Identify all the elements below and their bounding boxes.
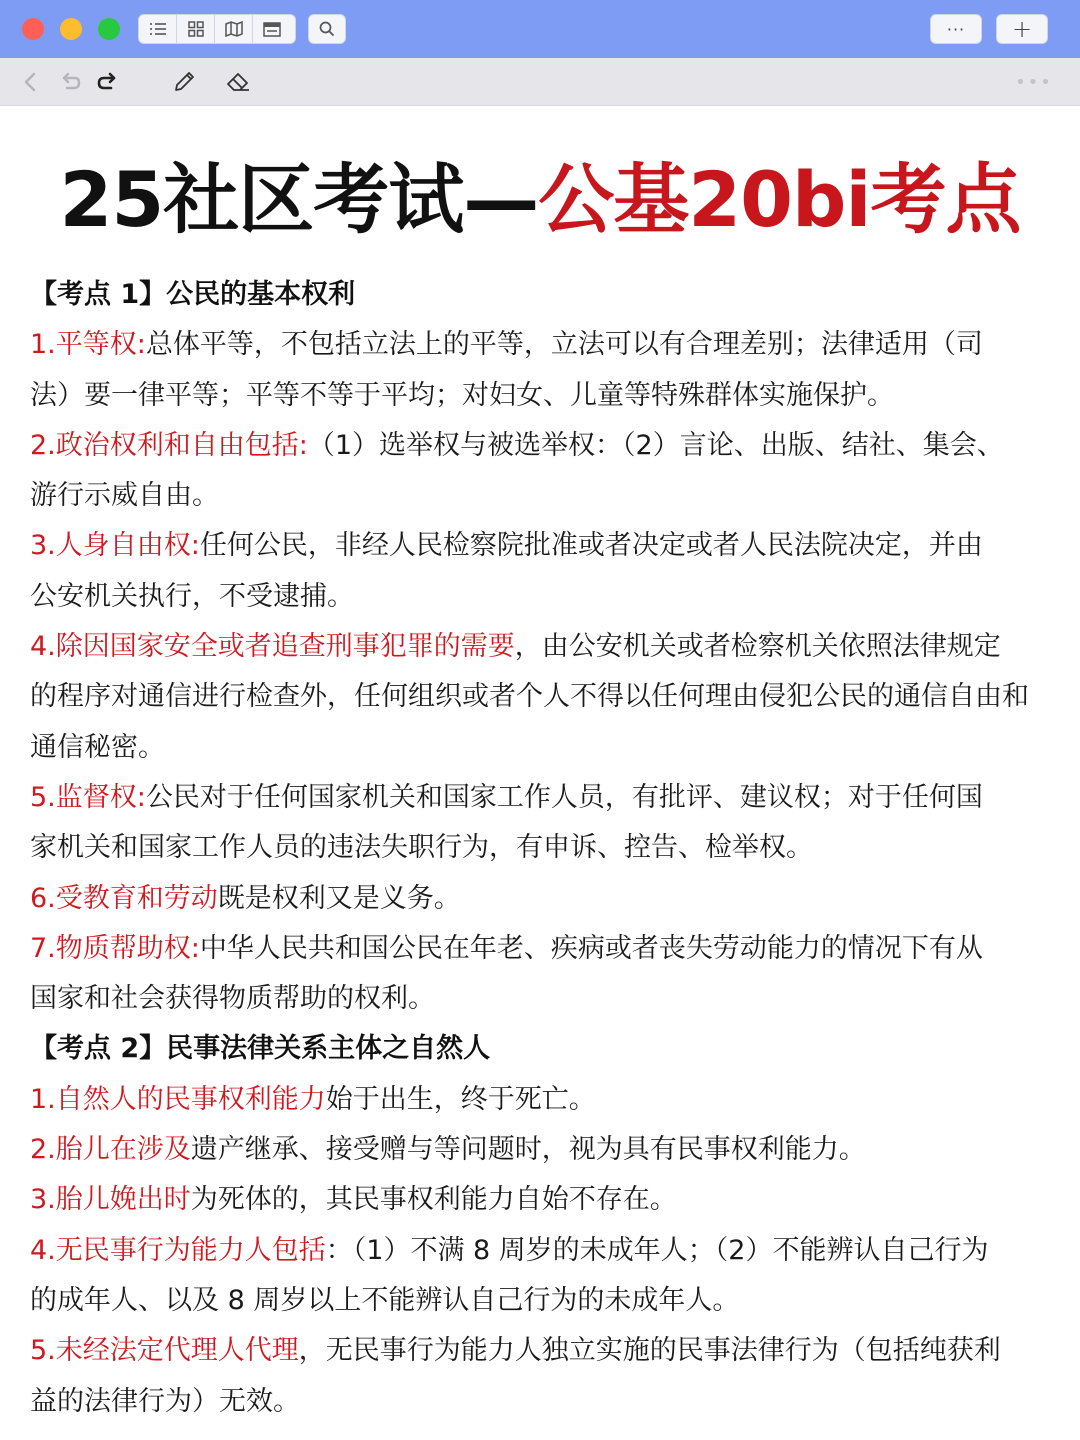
more-options-button[interactable]: ··· xyxy=(930,14,982,44)
map-icon xyxy=(225,21,243,37)
list-item-continuation: 游行示威自由。 xyxy=(30,480,219,512)
list-item: 1.自然人的民事权利能力始于出生，终于死亡。 xyxy=(30,1083,596,1115)
list-view-button[interactable] xyxy=(139,15,177,43)
list-item: 5.监督权:公民对于任何国家机关和国家工作人员，有批评、建议权；对于任何国 xyxy=(30,781,983,813)
list-item-continuation: 法）要一律平等；平等不等于平均；对妇女、儿童等特殊群体实施保护。 xyxy=(30,379,894,411)
list-item: 3.人身自由权:任何公民，非经人民检察院批准或者决定或者人民法院决定，并由 xyxy=(30,530,983,562)
list-icon xyxy=(149,22,167,36)
pencil-tool-button[interactable] xyxy=(170,68,198,96)
search-button[interactable] xyxy=(308,14,346,44)
list-item-continuation: 通信秘密。 xyxy=(30,731,165,763)
search-icon xyxy=(319,21,335,37)
list-item: 2.政治权利和自由包括:（1）选举权与被选举权：（2）言论、出版、结社、集会、 xyxy=(30,429,1004,461)
grid-view-button[interactable] xyxy=(177,15,215,43)
list-item: 2.胎儿在涉及遗产继承、接受赠与等问题时，视为具有民事权利能力。 xyxy=(30,1134,866,1166)
list-item-continuation: 国家和社会获得物质帮助的权利。 xyxy=(30,983,435,1015)
title-highlight: 公基20bi考点 xyxy=(538,155,1021,244)
list-item: 6.受教育和劳动既是权利又是义务。 xyxy=(30,882,461,914)
list-item: 4.除因国家安全或者追查刑事犯罪的需要，由公安机关或者检察机关依照法律规定 xyxy=(30,631,1001,663)
minimize-window-button[interactable] xyxy=(60,18,82,40)
undo-icon xyxy=(59,72,81,92)
list-item: 4.无民事行为能力人包括：（1）不满 8 周岁的未成年人；（2）不能辨认自己行为 xyxy=(30,1234,989,1266)
page-title xyxy=(0,152,1080,248)
list-item: 5.未经法定代理人代理，无民事行为能力人独立实施的民事法律行为（包括纯获利 xyxy=(30,1335,1001,1367)
close-window-button[interactable] xyxy=(22,18,44,40)
list-item-continuation: 公安机关执行，不受逮捕。 xyxy=(30,580,354,612)
map-view-button[interactable] xyxy=(215,15,253,43)
more-icon: ••• xyxy=(1015,71,1053,93)
list-item: 3.胎儿娩出时为死体的，其民事权利能力自始不存在。 xyxy=(30,1184,677,1216)
back-icon xyxy=(23,72,37,92)
calendar-icon xyxy=(263,22,281,37)
calendar-view-button[interactable] xyxy=(253,15,291,43)
list-item-continuation: 的程序对通信进行检查外，任何组织或者个人不得以任何理由侵犯公民的通信自由和 xyxy=(30,681,1029,713)
toolbar-more-button[interactable] xyxy=(1012,68,1056,96)
list-item-continuation: 的成年人、以及 8 周岁以上不能辨认自己行为的未成年人。 xyxy=(30,1284,740,1316)
list-item-continuation: 益的法律行为）无效。 xyxy=(30,1385,300,1417)
section-heading-2: 【考点 2】民事法律关系主体之自然人 xyxy=(30,1033,491,1065)
document-body xyxy=(30,270,1070,1427)
add-button[interactable]: + xyxy=(996,14,1048,44)
redo-icon xyxy=(97,72,119,92)
undo-button[interactable] xyxy=(56,68,84,96)
eraser-icon xyxy=(225,70,251,94)
editor-toolbar xyxy=(0,58,1080,106)
section-heading-1: 【考点 1】公民的基本权利 xyxy=(30,279,356,310)
grid-icon xyxy=(188,21,204,37)
redo-button[interactable] xyxy=(94,68,122,96)
list-item-continuation: 家机关和国家工作人员的违法失职行为，有申诉、控告、检举权。 xyxy=(30,832,813,864)
title-main: 25社区考试— xyxy=(59,155,539,244)
zoom-window-button[interactable] xyxy=(98,18,120,40)
eraser-tool-button[interactable] xyxy=(224,68,252,96)
list-item: 7.物质帮助权:中华人民共和国公民在年老、疾病或者丧失劳动能力的情况下有从 xyxy=(30,932,983,964)
back-button[interactable] xyxy=(16,68,44,96)
list-item: 1.平等权:总体平等，不包括立法上的平等，立法可以有合理差别；法律适用（司 xyxy=(30,329,983,361)
window-titlebar xyxy=(0,0,1080,58)
pencil-icon xyxy=(172,70,196,94)
view-switcher xyxy=(138,14,296,44)
